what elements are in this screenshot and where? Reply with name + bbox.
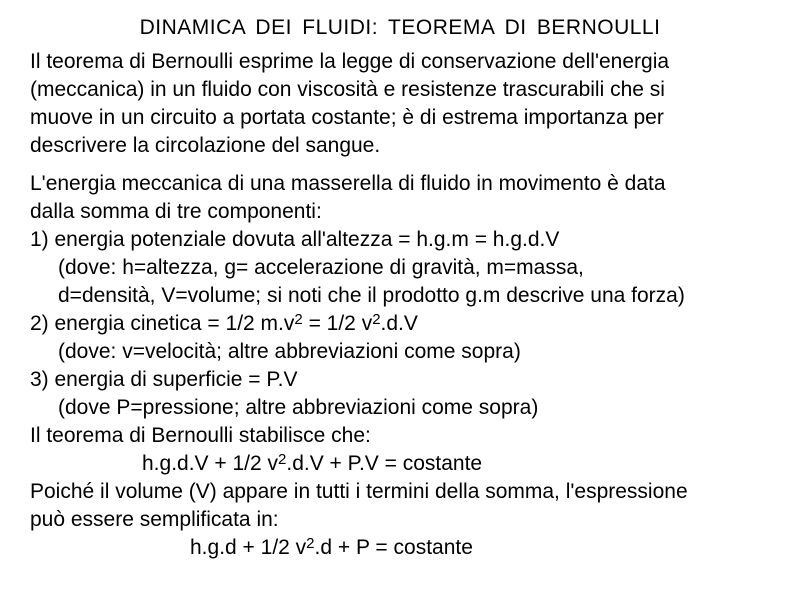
- theorem-statement: Il teorema di Bernoulli stabilisce che:: [30, 424, 371, 447]
- intro-line: Il teorema di Bernoulli esprime la legge di conservazione dell'energia: [30, 50, 670, 73]
- paragraph-gap: [30, 160, 790, 170]
- potential-energy-line: 1) energia potenziale dovuta all'altezza = h.g.m = h.g.d.V: [30, 228, 560, 251]
- components-intro-line: dalla somma di tre componenti:: [30, 200, 322, 223]
- equation-text: .d.V + P.V = costante: [286, 452, 483, 475]
- kinetic-energy-note: (dove: v=velocità; altre abbreviazioni come sopra): [58, 340, 521, 363]
- slide-body: [30, 48, 790, 562]
- equation-text: h.g.d.V + 1/2 v: [142, 452, 279, 475]
- kinetic-exponent: 2: [372, 311, 381, 328]
- simplification-line: può essere semplificata in:: [30, 508, 279, 531]
- surface-energy-line: 3) energia di superficie = P.V: [30, 368, 298, 391]
- theorem-equation: [30, 450, 790, 478]
- kinetic-energy-line: [30, 310, 790, 338]
- slide-title: DINAMICA DEI FLUIDI: TEOREMA DI BERNOULLI: [139, 16, 661, 39]
- simplification-line: Poiché il volume (V) appare in tutti i termini della somma, l'espressione: [30, 480, 688, 503]
- equation-text: .d + P = costante: [314, 536, 473, 559]
- potential-energy-note: d=densità, V=volume; si noti che il prodotto g.m descrive una forza): [58, 284, 685, 307]
- equation-exponent: 2: [278, 451, 287, 468]
- intro-line: (meccanica) in un fluido con viscosità e resistenze trascurabili che si: [30, 78, 665, 101]
- intro-line: descrivere la circolazione del sangue.: [30, 134, 381, 157]
- components-paragraph: [30, 170, 790, 562]
- potential-energy-note: (dove: h=altezza, g= accelerazione di gravità, m=massa,: [58, 256, 584, 279]
- simplified-equation: [30, 534, 790, 562]
- surface-energy-note: (dove P=pressione; altre abbreviazioni come sopra): [58, 396, 539, 419]
- equation-text: h.g.d + 1/2 v: [190, 536, 307, 559]
- kinetic-text: = 1/2 v: [302, 312, 373, 335]
- kinetic-text: .d.V: [380, 312, 418, 335]
- kinetic-exponent: 2: [294, 311, 303, 328]
- intro-line: muove in un circuito a portata costante; è di estrema importanza per: [30, 106, 664, 129]
- equation-exponent: 2: [306, 535, 315, 552]
- components-intro-line: L'energia meccanica di una masserella di fluido in movimento è data: [30, 172, 666, 195]
- intro-paragraph: [30, 48, 790, 160]
- kinetic-text: 2) energia cinetica = 1/2 m.v: [30, 312, 295, 335]
